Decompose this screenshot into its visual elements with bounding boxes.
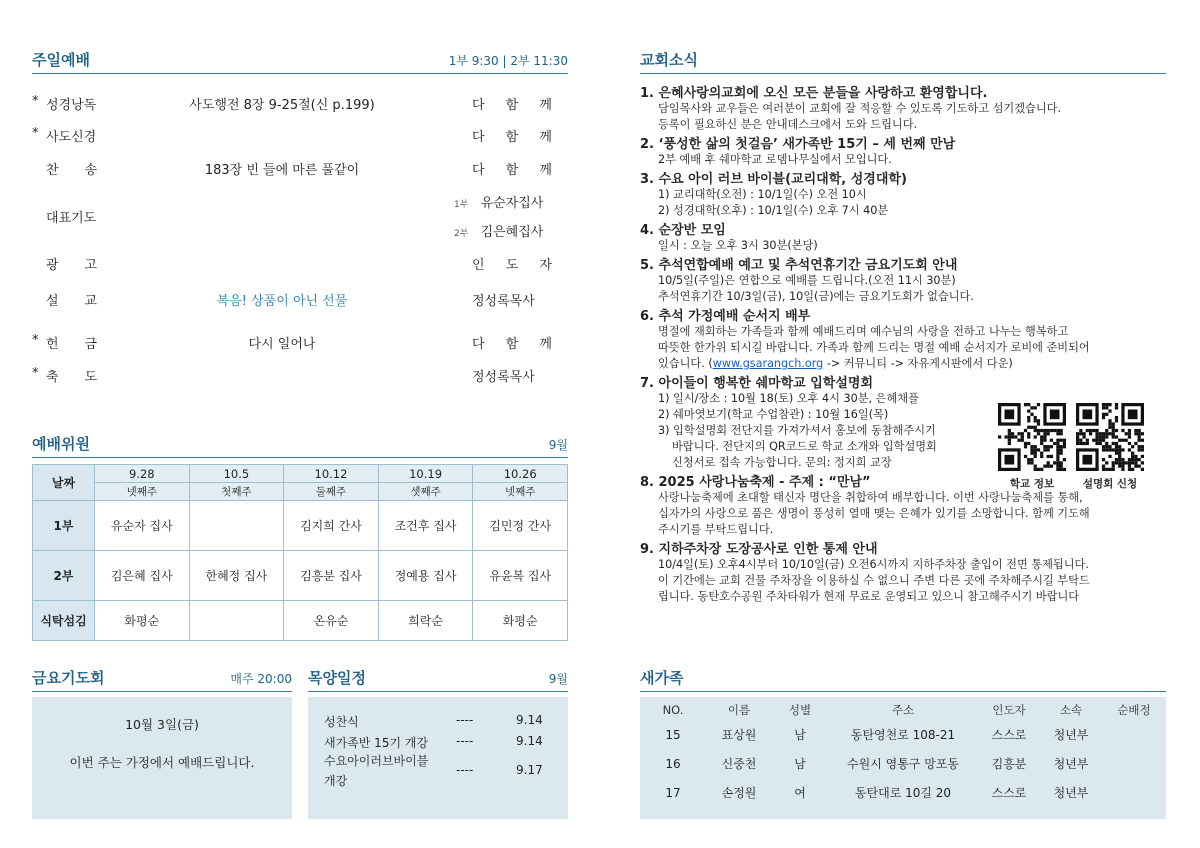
order-mark: * <box>32 333 39 348</box>
prayer-first-name: 유순자집사 <box>480 196 544 211</box>
order-row <box>32 329 552 353</box>
order-label: 설 교 <box>46 294 98 309</box>
newfamily-header-cell: 성별 <box>788 703 812 717</box>
news-line: 사랑나눔축제에 초대할 태신자 명단을 취합하여 배부합니다. 이번 사랑나눔축제를 통해, <box>658 491 1083 504</box>
order-row <box>32 362 552 386</box>
news-item-title: 1. 은혜사랑의교회에 오신 모든 분들을 사랑하고 환영합니다. <box>640 86 988 101</box>
newfamily-cell: 여 <box>794 786 806 800</box>
news-title: 교회소식 <box>640 51 698 69</box>
news-line: 3) 입학설명회 전단지를 가져가셔서 홍보에 동참해주시기 <box>658 424 936 437</box>
staff-cell: 김흥분 집사 <box>284 551 379 601</box>
newfamily-cell: 김흥분 <box>991 757 1027 771</box>
friday-box <box>32 697 292 819</box>
prayer-second-tag: 2부 <box>454 229 469 239</box>
staff-date: 10.19 <box>378 465 473 483</box>
staff-cell: 화평순 <box>95 601 190 641</box>
pastoral-item-dash: ---- <box>456 713 474 727</box>
staff-cell: 김민정 간사 <box>473 501 568 551</box>
news-line <box>658 356 1170 372</box>
newfamily-table <box>640 700 1166 807</box>
newfamily-cell: 15 <box>665 727 681 742</box>
prayer-first-tag: 1부 <box>454 200 469 210</box>
newfamily-cell: 신중천 <box>721 757 757 771</box>
pastoral-item-name: 성찬식 <box>324 715 359 729</box>
news-item-title: 3. 수요 아이 러브 바이블(교리대학, 성경대학) <box>640 172 907 187</box>
news-item-title: 8. 2025 사랑나눔축제 - 주제 : “만남” <box>640 475 871 490</box>
order-row <box>32 90 552 114</box>
newfamily-header-cell: 소속 <box>1059 703 1083 717</box>
newfamily-cell: 17 <box>665 785 681 800</box>
order-mark: * <box>32 94 39 109</box>
pastoral-box <box>308 697 568 819</box>
news-line: 10/4일(토) 오후4시부터 10/10일(금) 오전6시까지 지하주차장 출입이 전면 통제됩니다. <box>658 558 1089 571</box>
news-item-title: 2. ‘풍성한 삶의 첫걸음’ 새가족반 15기 – 세 번째 만남 <box>640 137 956 152</box>
order-leader: 인 도 자 <box>472 258 552 273</box>
order-leader: 다 함 께 <box>472 130 552 145</box>
news-line: 등록이 필요하신 분은 안내데스크에서 도와 드립니다. <box>658 118 918 131</box>
newfamily-cell: 스스로 <box>991 786 1027 800</box>
staff-cell: 화평순 <box>473 601 568 641</box>
friday-note: 이번 주는 가정에서 예배드립니다. <box>69 755 255 770</box>
staff-row-label: 식탁섬김 <box>33 601 95 641</box>
staff-week: 첫째주 <box>189 483 284 501</box>
friday-header <box>32 668 292 692</box>
news-item <box>640 82 1170 133</box>
newfamily-row <box>640 778 1166 807</box>
newfamily-cell: 청년부 <box>1053 757 1089 771</box>
order-content: 183장 빈 들에 마른 풀같이 <box>204 163 360 178</box>
newfamily-cell: 스스로 <box>991 728 1027 742</box>
pastoral-title: 목양일정 <box>308 669 366 687</box>
pastoral-item-dash: ---- <box>456 763 474 777</box>
newfamily-cell <box>1102 749 1166 778</box>
news-line: 1) 일시/장소 : 10월 18(토) 오후 4시 30분, 은혜채플 <box>658 392 919 405</box>
order-row <box>32 286 552 310</box>
staff-cell: 온유순 <box>284 601 379 641</box>
staff-row-1 <box>33 501 568 551</box>
news-line: 10/5일(주일)은 연합으로 예배를 드립니다.(오전 11시 30분) <box>658 274 956 287</box>
worship-times: 1부 9:30 | 2부 11:30 <box>448 54 568 68</box>
newfamily-cell: 표상원 <box>721 728 757 742</box>
order-label: 찬 송 <box>46 163 98 178</box>
school-info-qr-caption: 학교 정보 <box>1009 478 1055 490</box>
staff-title: 예배위원 <box>32 435 90 453</box>
news-link-suffix: -> 커뮤니티 -> 자유게시판에서 다운) <box>823 357 1013 370</box>
newfamily-row <box>640 749 1166 778</box>
pastoral-item-dash: ---- <box>456 734 474 748</box>
staff-cell: 희락순 <box>378 601 473 641</box>
news-item-title: 9. 지하주차장 도장공사로 인한 통제 안내 <box>640 542 878 557</box>
news-line: 1) 교리대학(오전) : 10/1일(수) 오전 10시 <box>658 188 867 201</box>
pastoral-item-name: 수요아이러브바이블 <box>324 754 429 768</box>
news-item-title: 6. 추석 가정예배 순서지 배부 <box>640 309 811 324</box>
worship-title: 주일예배 <box>32 51 90 69</box>
order-row <box>32 250 552 274</box>
news-item-title: 5. 추석연합예배 예고 및 추석연휴기간 금요기도회 안내 <box>640 258 958 273</box>
order-label: 헌 금 <box>46 337 98 352</box>
staff-cell: 유윤복 집사 <box>473 551 568 601</box>
pastoral-item-date: 9.14 <box>516 713 543 727</box>
briefing-signup-qr-icon[interactable] <box>1076 403 1144 471</box>
newfamily-header <box>640 668 1166 692</box>
newfamily-header-cell: NO. <box>662 703 684 717</box>
prayer-label: 대표기도 <box>46 211 97 226</box>
pastoral-item-date: 9.17 <box>516 763 543 777</box>
newfamily-cell: 손정원 <box>721 786 757 800</box>
newfamily-cell: 남 <box>794 757 806 771</box>
staff-cell: 김은혜 집사 <box>95 551 190 601</box>
newfamily-cell <box>1102 720 1166 749</box>
staff-row-2 <box>33 551 568 601</box>
pastoral-item-name-line2: 개강 <box>324 774 348 788</box>
news-line: 립니다. 동탄호수공원 주차타워가 현재 무료로 운영되고 있으니 참고해주시기 바랍니다 <box>658 590 1080 603</box>
staff-month: 9월 <box>548 438 568 452</box>
news-line: 따뜻한 한가위 되시길 바랍니다. 가족과 함께 드리는 명절 예배 순서지가 로비에 준비되어 <box>658 341 1090 354</box>
staff-row-label: 2부 <box>33 551 95 601</box>
order-content: 다시 일어나 <box>248 337 316 352</box>
order-leader: 다 함 께 <box>472 163 552 178</box>
staff-cell: 유순자 집사 <box>95 501 190 551</box>
news-item <box>640 168 1170 219</box>
newfamily-cell: 청년부 <box>1053 728 1089 742</box>
order-content: 복음! 상품이 아닌 선물 <box>216 294 348 309</box>
order-mark: * <box>32 126 39 141</box>
staff-week: 넷째주 <box>473 483 568 501</box>
order-leader: 정성록목사 <box>472 370 535 385</box>
news-item <box>640 254 1170 305</box>
news-line: 추석연휴기간 10/3일(금), 10일(금)에는 금요기도회가 없습니다. <box>658 290 974 303</box>
news-line: 바랍니다. 전단지의 QR코드로 학교 소개와 입학설명회 <box>672 440 937 453</box>
staff-cell <box>189 601 284 641</box>
news-line: 주시기를 부탁드립니다. <box>658 523 774 536</box>
news-item <box>640 305 1170 372</box>
prayer-second-name: 김은혜집사 <box>480 225 544 240</box>
worship-header <box>32 50 568 74</box>
order-label: 광 고 <box>46 258 98 273</box>
order-leader: 다 함 께 <box>472 98 552 113</box>
staff-cell: 김지희 간사 <box>284 501 379 551</box>
order-row <box>32 155 552 179</box>
briefing-signup-qr-caption: 설명회 신청 <box>1082 478 1138 490</box>
news-line: 2) 쉐마엿보기(학교 수업참관) : 10월 16일(목) <box>658 408 889 421</box>
news-line: 2) 성경대학(오후) : 10/1일(수) 오후 7시 40분 <box>658 204 889 217</box>
newfamily-cell: 남 <box>794 728 806 742</box>
staff-date: 9.28 <box>95 465 190 483</box>
newfamily-cell: 16 <box>665 756 681 771</box>
newfamily-cell: 청년부 <box>1053 786 1089 800</box>
friday-meta: 매주 20:00 <box>230 672 292 686</box>
news-item <box>640 538 1170 605</box>
news-item <box>640 133 1170 168</box>
staff-week: 넷째주 <box>95 483 190 501</box>
staff-row-label: 1부 <box>33 501 95 551</box>
newfamily-row <box>640 720 1166 749</box>
staff-date: 10.26 <box>473 465 568 483</box>
school-info-qr-icon[interactable] <box>998 403 1066 471</box>
order-label: 사도신경 <box>46 130 97 145</box>
order-row <box>32 122 552 146</box>
staff-cell: 조건후 집사 <box>378 501 473 551</box>
news-line: 명절에 재회하는 가족들과 함께 예배드리며 예수님의 사랑을 전하고 나누는 행복하고 <box>658 325 1069 338</box>
news-link-prefix: 있습니다. ( <box>658 357 713 370</box>
staff-cell <box>189 501 284 551</box>
news-line: 일시 : 오늘 오후 3시 30분(본당) <box>658 239 818 252</box>
newfamily-header-cell: 주소 <box>891 703 915 717</box>
newfamily-header-cell: 인도자 <box>992 703 1026 717</box>
staff-week: 셋째주 <box>378 483 473 501</box>
news-line: 신청서로 접속 가능합니다. 문의: 정지희 교장 <box>672 456 892 469</box>
staff-cell: 한혜정 집사 <box>189 551 284 601</box>
website-link[interactable]: www.gsarangch.org <box>712 357 824 370</box>
staff-date-label: 날짜 <box>33 465 95 501</box>
staff-date: 10.12 <box>284 465 379 483</box>
newfamily-header-cell: 순배정 <box>1117 703 1151 717</box>
newfamily-cell <box>1102 778 1166 807</box>
pastoral-item-name: 새가족반 15기 개강 <box>324 736 429 750</box>
news-line: 담임목사와 교우들은 여러분이 교회에 잘 적응할 수 있도록 기도하고 섬기겠습니다. <box>658 102 1062 115</box>
newfamily-header-cell: 이름 <box>727 703 751 717</box>
newfamily-cell: 동탄영천로 108-21 <box>850 728 956 742</box>
staff-week: 둘째주 <box>284 483 379 501</box>
news-list <box>640 82 1170 605</box>
order-label: 성경낭독 <box>46 98 97 113</box>
pastoral-month: 9월 <box>548 672 568 686</box>
news-line: 2부 예배 후 쉐마학교 로뎀나무실에서 모입니다. <box>658 153 892 166</box>
order-leader: 다 함 께 <box>472 337 552 352</box>
news-header <box>640 50 1166 74</box>
pastoral-header <box>308 668 568 692</box>
staff-row-3 <box>33 601 568 641</box>
news-line: 십자가의 사랑으로 품은 생명이 풍성히 열매 맺는 은혜가 있기를 소망합니다. 함께 기도해 <box>658 507 1090 520</box>
newfamily-cell: 동탄대로 10길 20 <box>854 786 952 800</box>
order-label: 축 도 <box>46 370 98 385</box>
staff-header <box>32 434 568 458</box>
staff-cell: 정예용 집사 <box>378 551 473 601</box>
news-item-title: 4. 순장반 모임 <box>640 223 726 238</box>
news-item <box>640 219 1170 254</box>
newfamily-title: 새가족 <box>640 669 684 687</box>
pastoral-item-date: 9.14 <box>516 734 543 748</box>
order-mark: * <box>32 366 39 381</box>
friday-date: 10월 3일(금) <box>125 717 199 732</box>
newfamily-cell: 수원시 영통구 망포동 <box>847 757 959 771</box>
order-leader: 정성록목사 <box>472 294 535 309</box>
staff-table <box>32 464 568 641</box>
news-line: 이 기간에는 교회 건물 주차장을 이용하실 수 없으니 주변 다른 곳에 주차해주시길 부탁드 <box>658 574 1090 587</box>
order-content: 사도행전 8장 9-25절(신 p.199) <box>189 98 375 113</box>
staff-date: 10.5 <box>189 465 284 483</box>
friday-title: 금요기도회 <box>32 669 105 687</box>
news-item-title: 7. 아이들이 행복한 쉐마학교 입학설명회 <box>640 376 874 391</box>
